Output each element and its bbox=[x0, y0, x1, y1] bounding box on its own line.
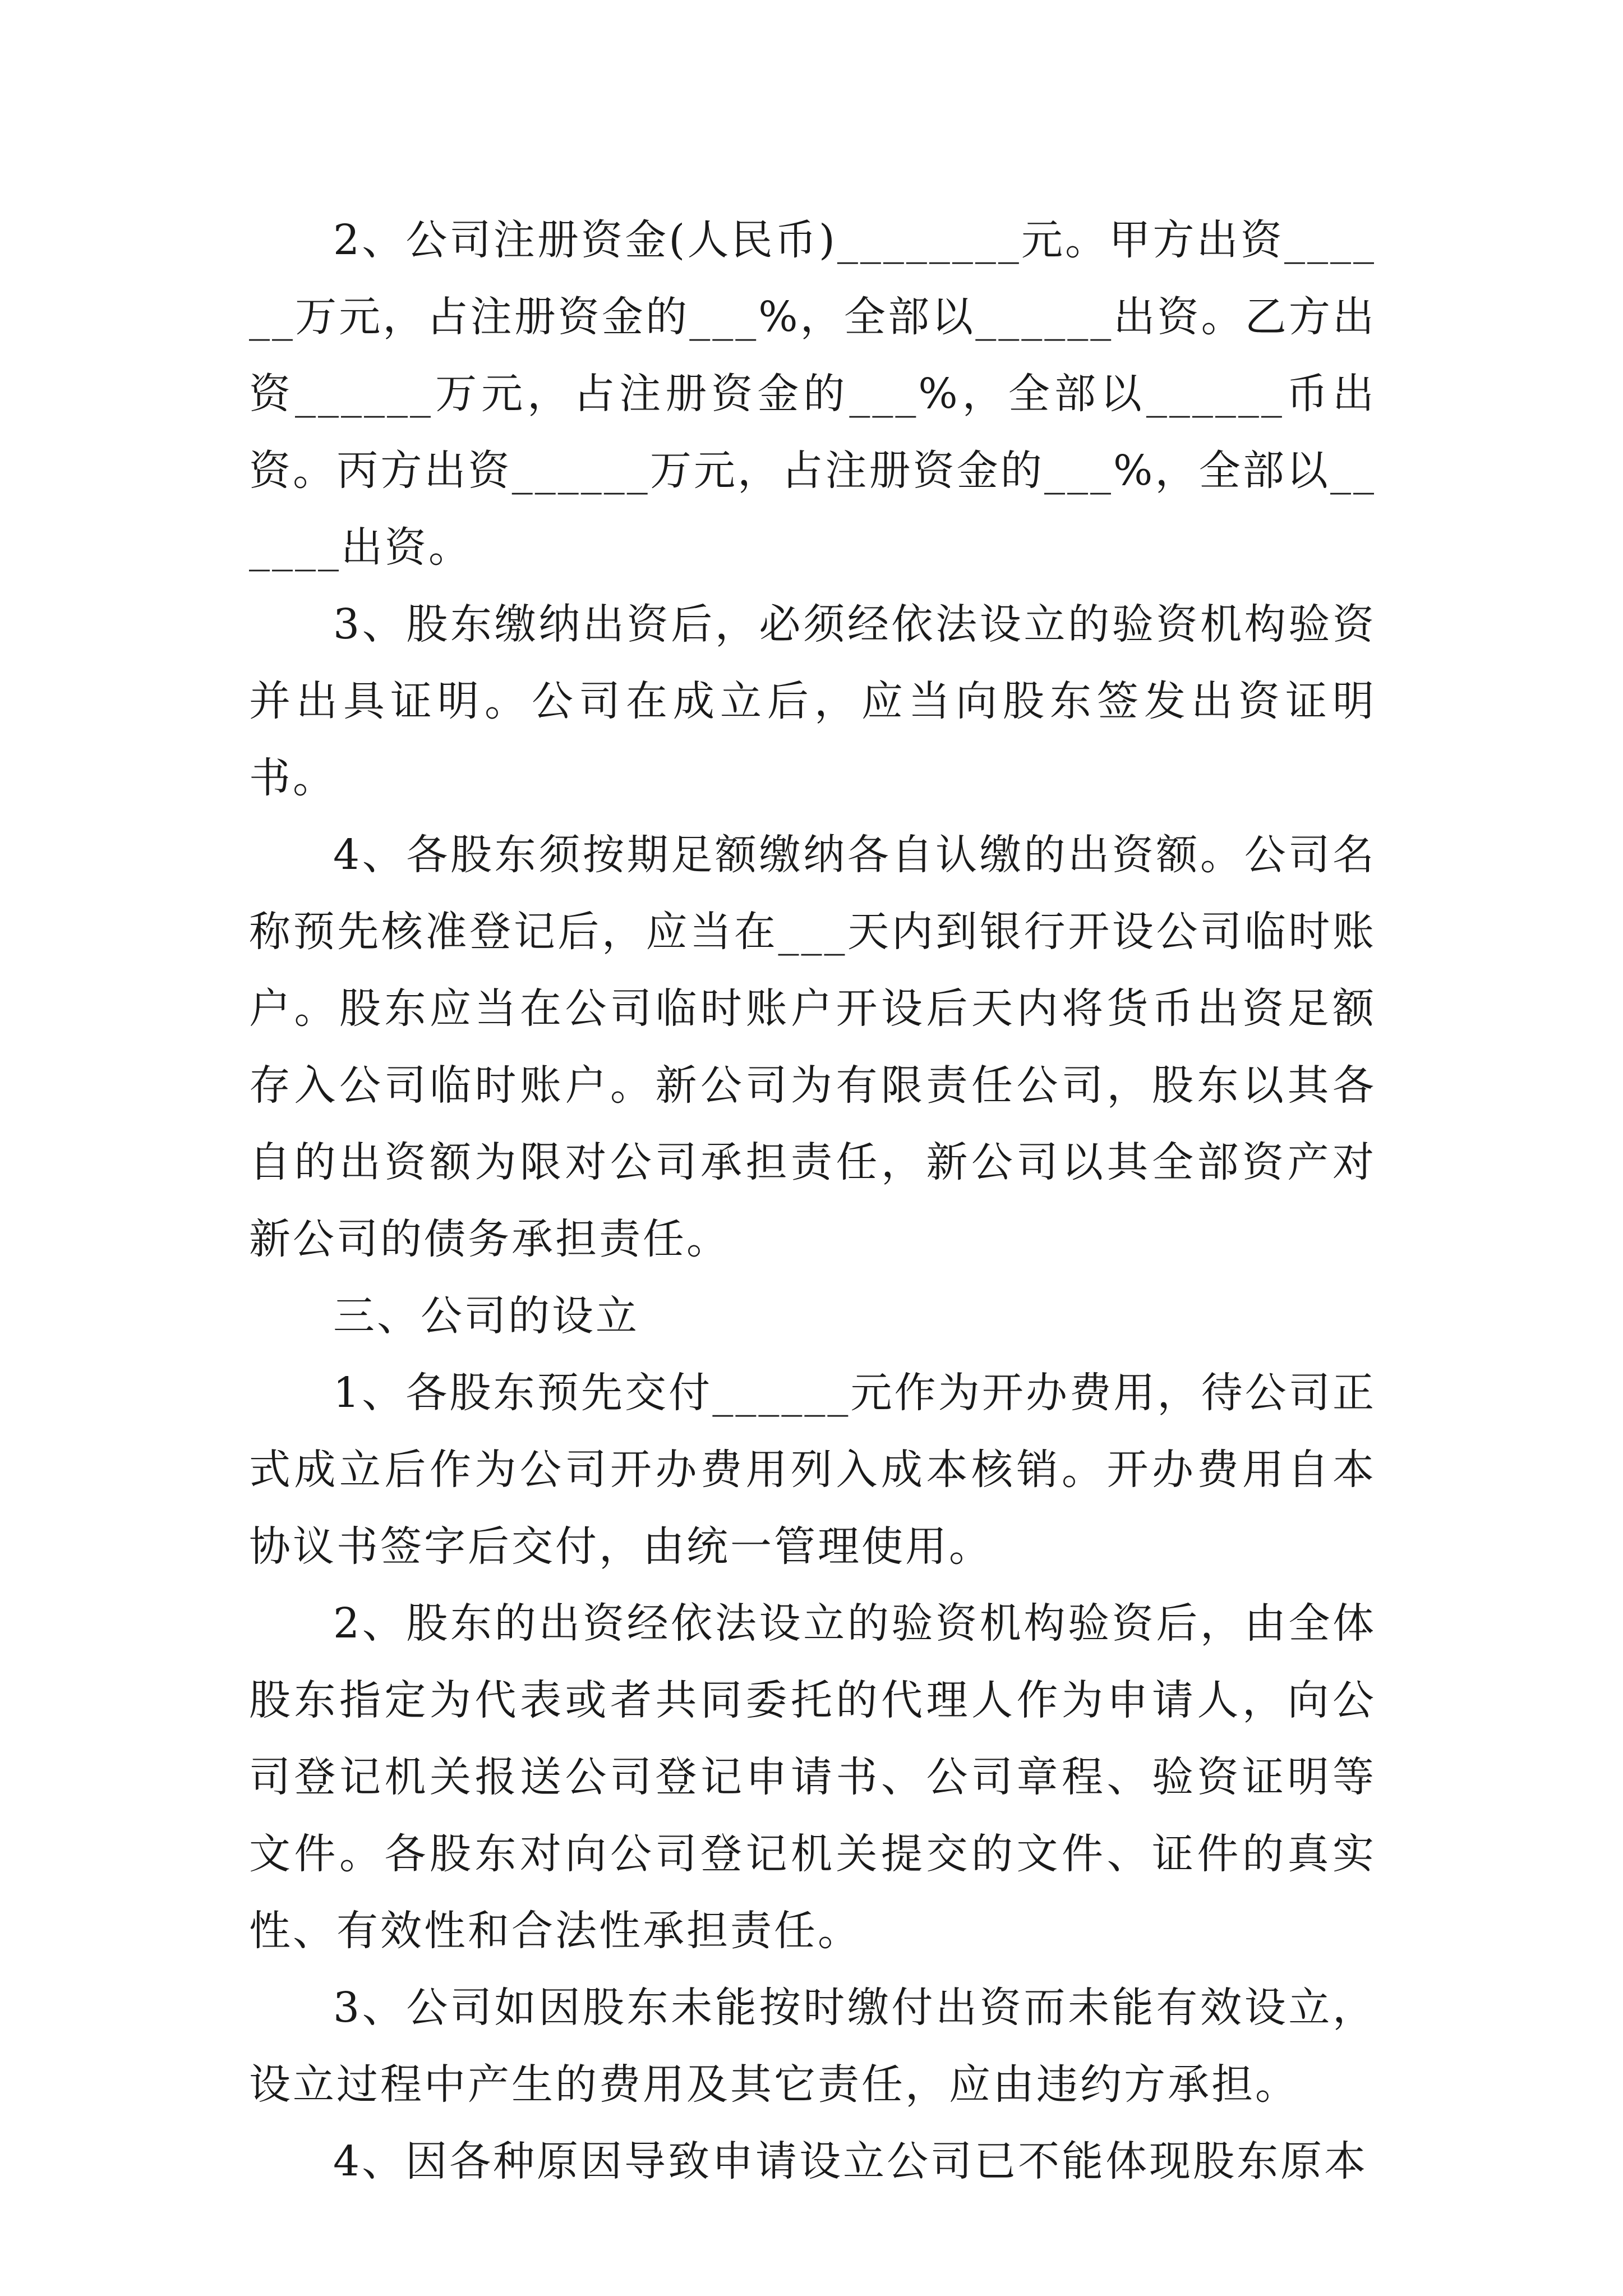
paragraph-capital-verification: 3、股东缴纳出资后，必须经依法设立的验资机构验资并出具证明。公司在成立后，应当向股东签发出资证明书。 bbox=[249, 600, 1376, 802]
paragraph-registration-application: 2、股东的出资经依法设立的验资机构验资后，由全体股东指定为代表或者共同委托的代理人作为申请人，向公司登记机关报送公司登记申请书、公司章程、验资证明等文件。各股东对向公司登记机关提交的文件、证件的真实性、有效性和合法性承担责任。 bbox=[249, 1599, 1376, 1955]
paragraph-capital-contribution: 4、各股东须按期足额缴纳各自认缴的出资额。公司名称预先核准登记后，应当在___天内到银行开设公司临时账户。股东应当在公司临时账户开设后天内将货币出资足额存入公司临时账户。新公司为有限责任公司，股东以其各自的出资额为限对公司承担责任，新公司以其全部资产对新公司的债务承担责任。 bbox=[249, 831, 1376, 1263]
paragraph-startup-costs: 1、各股东预先交付______元作为开办费用，待公司正式成立后作为公司开办费用列入成本核销。开办费用自本协议书签字后交付，由统一管理使用。 bbox=[249, 1369, 1376, 1571]
paragraph-failure-liability: 3、公司如因股东未能按时缴付出资而未能有效设立，设立过程中产生的费用及其它责任，应由违约方承担。 bbox=[249, 1984, 1376, 2109]
paragraph-registered-capital: 2、公司注册资金(人民币)________元。甲方出资______万元，占注册资金的___%，全部以______出资。乙方出资______万元，占注册资金的___%，全部以______币出资。丙方出资______万元，占注册资金的___%，全部以______出资。 bbox=[249, 216, 1376, 572]
section-heading-establishment: 三、公司的设立 bbox=[333, 1292, 639, 1340]
paragraph-other-causes: 4、因各种原因导致申请设立公司已不能体现股东原本 bbox=[333, 2137, 1368, 2185]
document-body bbox=[249, 202, 1376, 2200]
